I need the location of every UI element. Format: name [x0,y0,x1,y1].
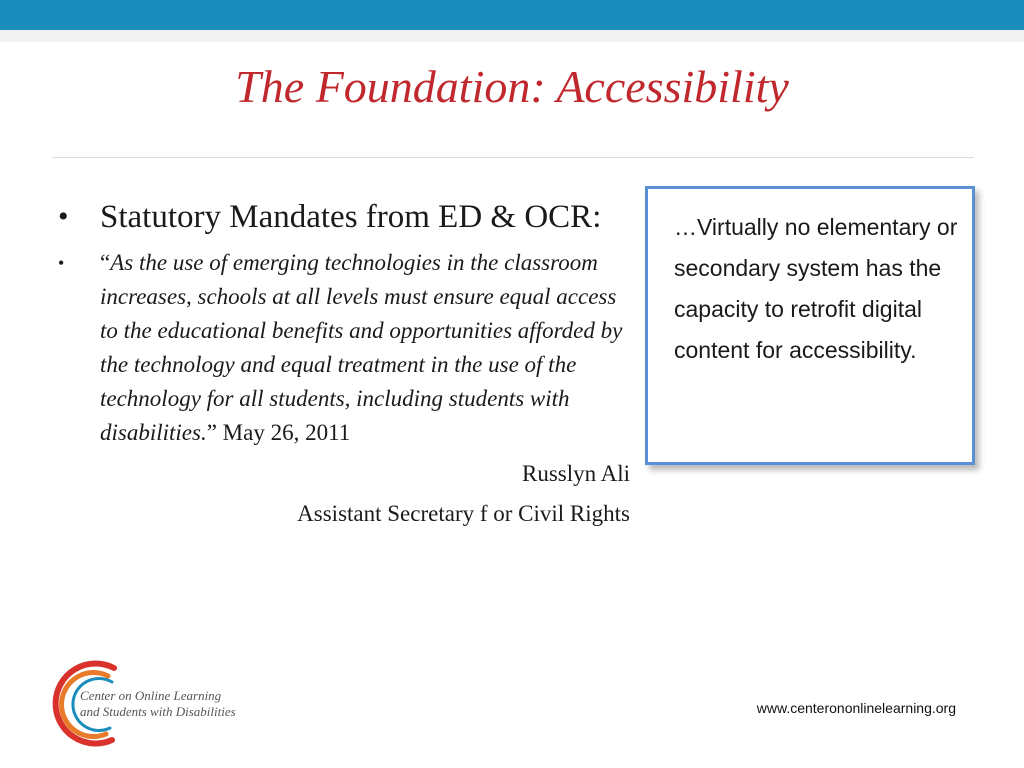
attribution-name: Russlyn Ali [521,461,630,486]
bullet-marker: • [58,200,69,233]
top-banner-shade [0,30,1024,42]
quote-open-mark: “ [100,250,111,275]
bullet-marker: • [58,253,65,273]
title-divider [52,157,974,158]
bullet-text: Statutory Mandates from ED & OCR: [100,199,602,235]
quote-close-and-date: ” May 26, 2011 [206,420,351,445]
callout-box [645,186,975,465]
slide-title: The Foundation: Accessibility [235,61,789,112]
attribution-role: Assistant Secretary f or Civil Rights [297,501,630,526]
logo-text-line-1: Center on Online Learning [80,688,222,703]
callout-text: …Virtually no elementary or secondary system has the capacity to retrofit digital content for accessibility. [674,214,958,363]
bullet-quote [58,246,630,450]
slide-body [58,196,630,534]
logo-text [80,688,236,720]
bullet-statutory-mandates [58,196,630,238]
logo-text-line-2: and Students with Disabilities [80,704,236,719]
attribution [58,454,630,534]
top-banner [0,0,1024,30]
quote-text: As the use of emerging technologies in the classroom increases, schools at all levels must ensure equal access to the educational benefits and opportunities afforded by the technology and equal treatment in the use of the technology for all students, including students with disabilities. [100,250,623,445]
footer-url-link[interactable]: www.centerononlinelearning.org [756,700,956,716]
